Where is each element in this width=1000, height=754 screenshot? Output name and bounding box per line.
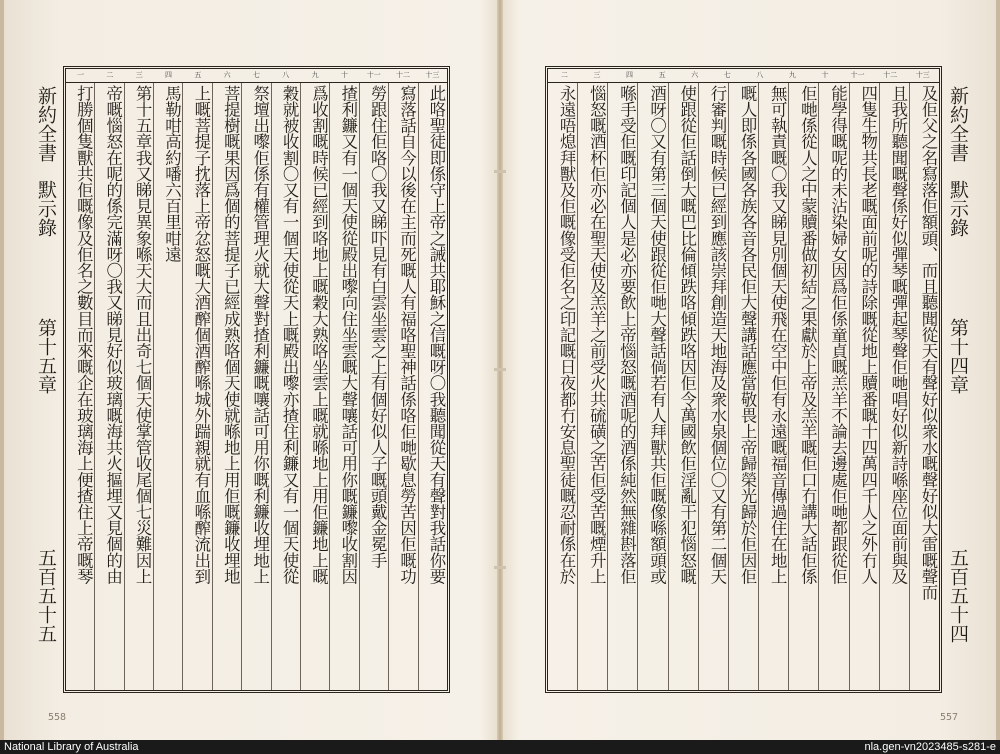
right-page-ruler-number: 十一 (850, 71, 865, 79)
right-page-text-column: 使跟從佢話倒大嘅巴比倫傾跌咯傾跌咯因佢令萬國飲佢淫亂干犯惱怒嘅 (668, 83, 698, 690)
left-page-ruler-number: 一 (77, 71, 85, 79)
left-page-text-column: 打勝個隻獸共佢嘅像及佢名之數目而來嘅企在玻璃海上便揸住上帝嘅琴 (74, 85, 94, 585)
left-page-ruler-number: 十 (340, 71, 348, 79)
right-page-text-column: 永遠唔熄拜獸及佢嘅像受佢名之印記嘅日夜都冇安息聖徒嘅忍耐係在於 (557, 85, 577, 585)
left-page-ruler-number: 六 (223, 71, 231, 79)
left-page-text-column: 第十五章我又睇見異象喺天大而且出奇七個天使掌管收尾個七災難因上 (124, 83, 153, 690)
catalog-mark-right: 557 (940, 712, 959, 723)
left-page-text-column: 馬勒咁高約噃六百里咁遠 (153, 83, 182, 690)
binding-stitch (494, 566, 506, 569)
left-page-ruler-number: 十二 (396, 71, 411, 79)
right-page-ruler-number: 十三 (915, 71, 930, 79)
left-page-book-title: 新約全書 (35, 86, 57, 162)
left-page-ruler-number: 十一 (366, 71, 381, 79)
right-page-text-column: 及佢父之名寫落佢額頭、而且聽聞從天有聲好似衆水嘅聲好似大雷嘅聲而 (909, 83, 939, 690)
right-page-chapter: 第十四章 (947, 318, 969, 394)
left-page-text-column: 帝嘅惱怒在呢的係完滿呀〇我又睇見好似玻璃嘅海共火摳埋又見個的由 (94, 83, 123, 690)
left-page-text-column: 上嘅菩提子抌落上帝忿怒嘅大酒醡個酒醡喺城外踹親就有血喺醡流出到 (182, 83, 211, 690)
left-page-text-column: 勞跟住佢咯〇我又睇吓見有白雲坐雲之上有個好似人子嘅頭戴金冕手 (359, 83, 388, 690)
right-page-ruler-number: 五 (658, 71, 666, 79)
left-page-line-ruler (66, 69, 447, 83)
left-page-ruler-number: 五 (194, 71, 202, 79)
binding-stitch (494, 170, 506, 173)
footer-identifier: nla.gen-vn2023485-s281-e (864, 741, 996, 753)
right-page-text-column: 酒呀〇又有第三個天使跟從佢哋大聲話倘若有人拜獸共佢嘅像喺額頭或 (637, 83, 667, 690)
right-page-text-column: 佢哋係從人之中蒙贖番做初結之果獻於上帝及羔羊嘅佢口冇講大話佢係 (788, 83, 818, 690)
left-page-text-column: 菩提樹嘅果因爲個的菩提子已經成熟咯個天使就喺地上用佢嘅鐮收埋地 (212, 83, 241, 690)
right-page-text-column: 喺手受佢嘅印記個人是必亦要飲上帝惱怒嘅酒呢的酒係純然無雜斟落佢 (607, 83, 637, 690)
right-page-ruler-number: 三 (593, 71, 601, 79)
right-page-text-column: 能學得嘅呢的未沾染婦女因爲佢係童貞嘅羔羊不論去邊處佢哋都跟從佢 (818, 83, 848, 690)
left-page-ruler-number: 九 (311, 71, 319, 79)
left-page-ruler-number: 二 (106, 71, 114, 79)
right-page-text-column: 且我所聽聞嘅聲係好似彈琴嘅彈起琴聲佢哋唱好似新詩喺座位面前與及 (879, 83, 909, 690)
right-page-ruler-number: 二 (560, 71, 568, 79)
right-page-ruler-number: 六 (691, 71, 699, 79)
right-page-ruler-number: 十 (821, 71, 829, 79)
library-footer-bar (0, 740, 1000, 754)
right-page-text-column: 惱怒嘅酒杯佢亦必在聖天使及羔羊之前受火共硫磺之苦佢受苦嘅煙升上 (577, 83, 607, 690)
right-page-text-column: 嘅人即係各國各族各音各民佢大聲講話應當敬畏上帝歸榮光歸於佢因佢 (728, 83, 758, 690)
left-page-text-columns (66, 83, 447, 690)
right-page-ruler-number: 九 (788, 71, 796, 79)
right-page-text-column: 行審判嘅時候已經到應該崇拜創造天地海及衆水泉個位〇又有第二個天 (698, 83, 728, 690)
left-page-section-title: 默示錄 (35, 180, 57, 237)
left-page-ruler-number: 七 (252, 71, 260, 79)
right-page-text-column: 無可執責嘅〇我又睇見別個天使飛在空中佢有永遠嘅福音傳過住在地上 (758, 83, 788, 690)
right-page-ruler-number: 八 (756, 71, 764, 79)
left-page-number: 五百五十五 (35, 548, 57, 643)
left-page-text-frame (63, 66, 450, 693)
right-page-ruler-number: 四 (626, 71, 633, 79)
left-page-ruler-number: 八 (282, 71, 290, 79)
left-page-text-column: 寫落話自今以後在主而死嘅人有福咯聖神話係咯佢哋歇息勞苦因佢嘅功 (388, 83, 417, 690)
left-page-ruler-number: 三 (135, 71, 143, 79)
right-page-line-ruler (548, 69, 939, 83)
binding-stitch (494, 368, 506, 371)
right-page-ruler-number: 七 (723, 71, 731, 79)
left-page-ruler-number: 四 (165, 71, 173, 79)
left-page-text-column: 揸利鐮又有一個天使從殿出嚟向住坐雲嘅大聲嚷話可用你嘅鐮嚟收割因 (329, 83, 358, 690)
left-page-ruler-number: 十三 (425, 71, 440, 79)
left-page-text-column: 此咯聖徒即係守上帝之誡共耶穌之信嘅呀〇我聽聞從天有聲對我話你要 (418, 83, 447, 690)
right-page-text-columns (548, 83, 939, 690)
right-page-section-title: 默示錄 (947, 180, 969, 237)
right-page-ruler-number: 十二 (883, 71, 898, 79)
right-page-text-frame (545, 66, 942, 693)
left-page-text-column: 祭壇出嚟佢係有權管理火就大聲對揸利鐮嘅嚷話可用你嘅利鐮收埋地上 (241, 83, 270, 690)
left-page-text-column: 爲收割嘅時候已經到咯地上嘅穀大熟咯坐雲上嘅就喺地上用佢鐮地上嘅 (300, 83, 329, 690)
right-page-text-column: 四隻生物共長老嘅面前呢的詩除嘅從地上贖番嘅十四萬四千人之外冇人 (849, 83, 879, 690)
catalog-mark-left: 558 (48, 712, 67, 723)
left-page-chapter: 第十五章 (35, 318, 57, 394)
right-page-edge (996, 0, 1000, 740)
right-page-book-title: 新約全書 (947, 86, 969, 162)
footer-institution: National Library of Australia (4, 741, 139, 753)
right-page-number: 五百五十四 (947, 548, 969, 643)
left-page-text-column: 穀就被收割〇又有一個天使從天上嘅殿出嚟亦揸住利鐮又有一個天使從 (271, 83, 300, 690)
left-page-edge (0, 0, 4, 740)
